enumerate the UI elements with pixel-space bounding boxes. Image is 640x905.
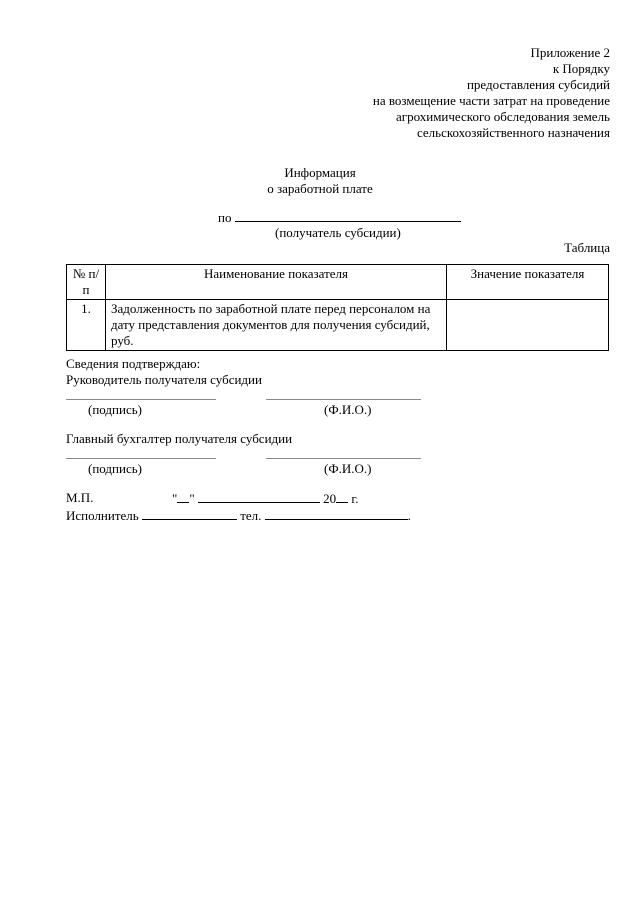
table-label: Таблица bbox=[564, 240, 610, 255]
date-year-prefix: 20 bbox=[323, 491, 337, 506]
row-number: 1. bbox=[67, 300, 106, 351]
accountant-title: Главный бухгалтер получателя субсидии bbox=[66, 431, 293, 446]
date-day-field[interactable] bbox=[177, 490, 189, 503]
executor-label: Исполнитель bbox=[66, 508, 139, 523]
confirm-heading: Сведения подтверждаю: bbox=[66, 356, 201, 371]
appendix-line-4: на возмещение части затрат на проведение bbox=[372, 93, 610, 108]
header-indicator-value: Значение показателя bbox=[447, 265, 609, 300]
phone-field[interactable] bbox=[265, 507, 408, 520]
accountant-signature-line[interactable] bbox=[66, 458, 216, 459]
recipient-line bbox=[218, 209, 461, 226]
stamp-place: М.П. bbox=[66, 490, 94, 505]
date-year-suffix: г. bbox=[351, 491, 359, 506]
table-header-row bbox=[67, 265, 609, 300]
head-title: Руководитель получателя субсидии bbox=[66, 372, 262, 387]
accountant-fio-line[interactable] bbox=[266, 458, 421, 459]
appendix-line-2: к Порядку bbox=[552, 61, 610, 76]
document-subtitle: о заработной плате bbox=[267, 181, 373, 196]
header-number: № п/п bbox=[67, 265, 106, 300]
date-month-field[interactable] bbox=[198, 490, 320, 503]
row-indicator-name: Задолженность по заработной плате перед персоналом на дату представления документов для получения субсидий, руб. bbox=[106, 300, 447, 351]
salary-info-table bbox=[66, 264, 609, 351]
executor-field[interactable] bbox=[142, 507, 237, 520]
date-close-quote: " bbox=[189, 491, 195, 506]
accountant-signature-caption: (подпись) bbox=[88, 461, 142, 476]
appendix-line-5: агрохимического обследования земель bbox=[395, 109, 610, 124]
table-row bbox=[67, 300, 609, 351]
recipient-input-line[interactable] bbox=[235, 209, 461, 222]
header-indicator-name: Наименование показателя bbox=[106, 265, 447, 300]
appendix-header bbox=[373, 45, 610, 141]
document-title: Информация bbox=[284, 165, 356, 180]
date-year-field[interactable] bbox=[336, 490, 348, 503]
date-open-quote: " bbox=[172, 491, 178, 506]
appendix-line-1: Приложение 2 bbox=[530, 45, 610, 60]
appendix-line-6: сельскохозяйственного назначения bbox=[416, 125, 610, 140]
head-fio-line[interactable] bbox=[266, 399, 421, 400]
head-signature-caption: (подпись) bbox=[88, 402, 142, 417]
recipient-prefix: по bbox=[218, 210, 232, 225]
executor-line: Исполнитель тел. . bbox=[66, 508, 411, 523]
recipient-caption: (получатель субсидии) bbox=[275, 225, 401, 240]
accountant-fio-caption: (Ф.И.О.) bbox=[324, 461, 372, 476]
head-signature-line[interactable] bbox=[66, 399, 216, 400]
phone-label: тел. bbox=[240, 508, 262, 523]
row-indicator-value[interactable] bbox=[447, 300, 609, 351]
head-fio-caption: (Ф.И.О.) bbox=[324, 402, 372, 417]
date-line bbox=[172, 490, 359, 507]
appendix-line-3: предоставления субсидий bbox=[466, 77, 610, 92]
